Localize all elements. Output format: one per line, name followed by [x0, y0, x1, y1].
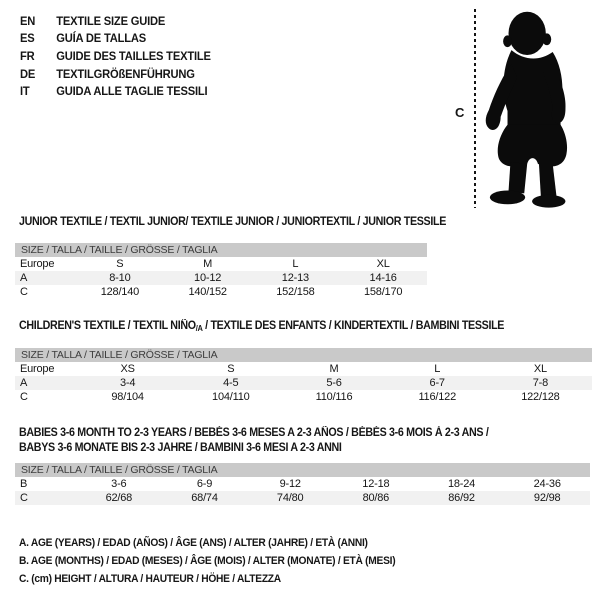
- size-value: 128/140: [100, 286, 140, 298]
- size-bar: [15, 348, 592, 362]
- size-table-children: [15, 348, 592, 404]
- size-value: 80/86: [362, 492, 390, 504]
- size-value: 110/116: [315, 391, 353, 403]
- language-code: FR: [20, 48, 35, 63]
- language-label: GUIDE DES TAILLES TEXTILE: [56, 48, 211, 63]
- language-code: ES: [20, 31, 35, 46]
- row-label: Europe: [20, 258, 55, 270]
- section-heading-line: [19, 319, 504, 336]
- size-value: XS: [120, 363, 135, 375]
- language-row: [20, 82, 211, 100]
- table-row: [15, 285, 427, 299]
- size-table-junior: [15, 243, 427, 299]
- size-bar-label: SIZE / TALLA / TAILLE / GRÖSSE / TAGLIA: [21, 464, 218, 476]
- size-bar-label: SIZE / TALLA / TAILLE / GRÖSSE / TAGLIA: [21, 244, 218, 256]
- size-table-babies: [15, 463, 590, 505]
- section-heading-line: [19, 441, 489, 456]
- language-code: EN: [20, 13, 36, 28]
- language-label: TEXTILGRÖßENFÜHRUNG: [56, 66, 195, 81]
- table-row: [15, 362, 592, 376]
- size-value: 24-36: [533, 478, 561, 490]
- language-label: TEXTILE SIZE GUIDE: [56, 13, 166, 28]
- size-bar-label: SIZE / TALLA / TAILLE / GRÖSSE / TAGLIA: [21, 349, 218, 361]
- size-value: S: [116, 258, 124, 270]
- heading-text: JUNIOR TEXTILE / TEXTIL JUNIOR/ TEXTILE JUNIOR / JUNIORTEXTIL / JUNIOR TESSILE: [19, 216, 447, 228]
- row-label: C: [20, 492, 28, 504]
- row-label: B: [20, 478, 28, 490]
- table-row: [15, 257, 427, 271]
- section-heading-line: [19, 215, 446, 230]
- table-row: [15, 376, 592, 390]
- language-row: [20, 65, 211, 83]
- table-row: [15, 491, 590, 505]
- table-row: [15, 271, 427, 285]
- heading-text: / TEXTILE DES ENFANTS / KINDERTEXTIL / BAMBINI TESSILE: [202, 320, 505, 332]
- leg-left: [509, 162, 528, 193]
- language-code: DE: [20, 66, 36, 81]
- language-row: [20, 12, 211, 30]
- language-code: IT: [20, 84, 30, 99]
- size-value: 18-24: [447, 478, 476, 490]
- size-value: XL: [376, 258, 390, 270]
- size-value: 5-6: [326, 377, 342, 389]
- section-heading-children: [19, 319, 504, 336]
- size-value: XL: [533, 363, 547, 375]
- row-label: C: [20, 286, 28, 298]
- table-row: [15, 390, 592, 404]
- heading-subscript: /A: [195, 324, 203, 333]
- size-value: 98/104: [111, 391, 144, 403]
- section-heading-babies: [19, 426, 489, 456]
- footnote-line: C. (cm) HEIGHT / ALTURA / HAUTEUR / HÖHE / ALTEZZA: [19, 572, 281, 585]
- toddler-silhouette: [482, 8, 590, 208]
- size-bar: [15, 463, 590, 477]
- heading-text: BABYS 3-6 MONATE BIS 2-3 JAHRE / BAMBINI 3-6 MESI A 2-3 ANNI: [19, 442, 342, 454]
- size-value: 62/68: [105, 492, 133, 504]
- ear-left: [503, 35, 512, 47]
- size-value: 7-8: [532, 377, 549, 389]
- size-value: L: [434, 363, 441, 375]
- size-value: 3-6: [111, 478, 127, 490]
- size-value: 10-12: [194, 272, 222, 284]
- ear-right: [542, 33, 551, 45]
- footnote-line: B. AGE (MONTHS) / EDAD (MESES) / ÂGE (MOIS) / ALTER (MONATE) / ETÀ (MESI): [19, 554, 396, 567]
- heading-text: CHILDREN'S TEXTILE / TEXTIL NIÑO: [19, 320, 196, 332]
- shorts: [498, 125, 567, 167]
- size-value: 6-9: [196, 478, 213, 490]
- size-value: M: [203, 258, 213, 270]
- size-value: 9-12: [279, 478, 301, 490]
- row-label: A: [20, 377, 28, 389]
- height-measure-dashed-line: [474, 9, 476, 208]
- table-row: [15, 477, 590, 491]
- size-value: L: [292, 258, 299, 270]
- foot-left: [490, 190, 525, 204]
- size-value: 12-18: [362, 478, 390, 490]
- size-value: 86/92: [448, 492, 475, 504]
- measure-label-c: C: [455, 105, 465, 120]
- size-value: 104/110: [212, 391, 250, 403]
- size-value: M: [329, 363, 339, 375]
- size-value: 140/152: [188, 286, 227, 298]
- language-list: [20, 12, 225, 100]
- size-value: 8-10: [109, 272, 131, 284]
- size-value: 74/80: [276, 492, 304, 504]
- size-value: 68/74: [191, 492, 218, 504]
- section-heading-line: [19, 426, 489, 441]
- size-value: 14-16: [369, 272, 397, 284]
- heading-text: BABIES 3-6 MONTH TO 2-3 YEARS / BEBÉS 3-6 MESES A 2-3 AÑOS / BÉBÉS 3-6 MOIS À 2-3 ANS /: [19, 427, 489, 439]
- language-label: GUIDA ALLE TAGLIE TESSILI: [56, 84, 208, 99]
- language-label: GUÍA DE TALLAS: [56, 31, 147, 46]
- size-value: 116/122: [418, 391, 456, 403]
- size-value: 12-13: [281, 272, 309, 284]
- footnote-line: A. AGE (YEARS) / EDAD (AÑOS) / ÂGE (ANS) / ALTER (JAHRE) / ETÀ (ANNI): [19, 537, 368, 549]
- row-label: Europe: [20, 363, 55, 375]
- section-heading-junior: [19, 215, 446, 230]
- size-value: 122/128: [521, 391, 560, 403]
- size-value: 152/158: [276, 286, 315, 298]
- size-value: S: [227, 363, 235, 375]
- size-bar: [15, 243, 427, 257]
- language-row: [20, 47, 211, 65]
- row-label: C: [20, 391, 28, 403]
- language-row: [20, 30, 211, 48]
- leg-right: [539, 164, 557, 197]
- size-value: 3-4: [119, 377, 136, 389]
- size-value: 158/170: [363, 286, 403, 298]
- row-label: A: [20, 272, 28, 284]
- footnote-legend: [19, 535, 424, 588]
- foot-right: [532, 195, 565, 208]
- size-value: 6-7: [429, 377, 445, 389]
- size-value: 92/98: [533, 492, 561, 504]
- size-value: 4-5: [223, 377, 239, 389]
